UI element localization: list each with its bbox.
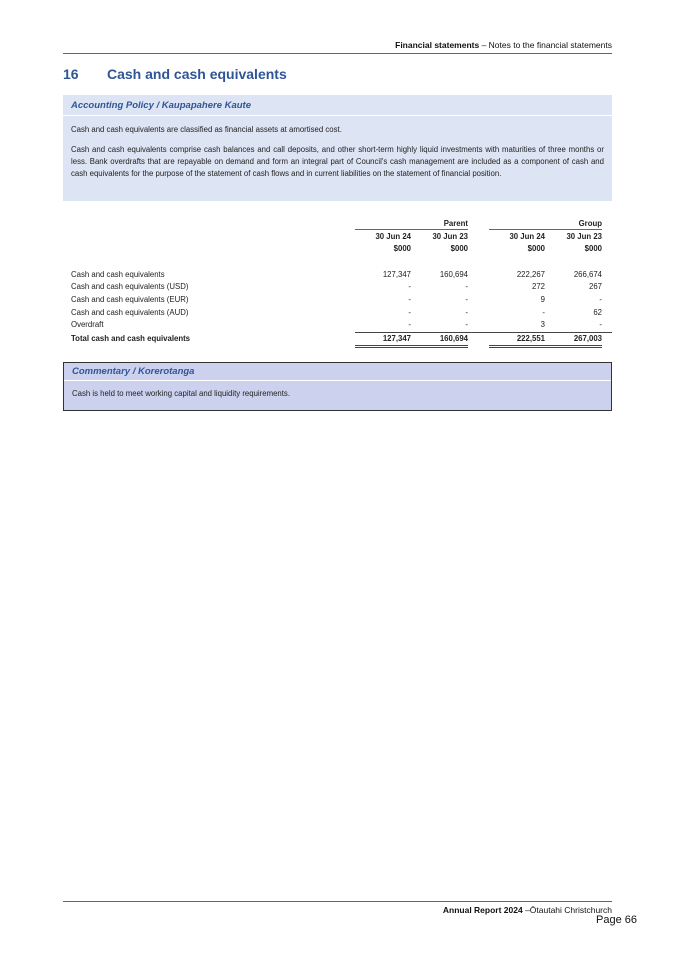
section-title: Cash and cash equivalents bbox=[107, 66, 287, 82]
row-label: Cash and cash equivalents (AUD) bbox=[71, 307, 189, 317]
group-header-parent: Parent bbox=[443, 219, 468, 228]
accounting-policy-box bbox=[63, 95, 612, 201]
commentary-title: Commentary / Korerotanga bbox=[72, 366, 195, 377]
policy-title: Accounting Policy / Kaupapahere Kaute bbox=[71, 100, 252, 111]
table-row bbox=[63, 319, 612, 332]
running-header bbox=[63, 40, 612, 52]
col-header: 30 Jun 23 bbox=[432, 231, 468, 241]
unit-label: $000 bbox=[584, 244, 602, 254]
cell: 62 bbox=[593, 307, 602, 317]
cell: - bbox=[408, 307, 411, 317]
cell: 160,694 bbox=[439, 269, 468, 279]
policy-divider bbox=[63, 115, 612, 116]
policy-paragraph-1: Cash and cash equivalents are classified as financial assets at amortised cost. bbox=[71, 125, 342, 134]
cell: - bbox=[542, 307, 545, 317]
cell: - bbox=[599, 320, 602, 330]
commentary-divider bbox=[64, 380, 611, 381]
cell: 272 bbox=[531, 282, 545, 292]
cell: - bbox=[408, 320, 411, 330]
cell: - bbox=[465, 307, 468, 317]
group-header-group: Group bbox=[578, 219, 602, 228]
cell: 222,267 bbox=[516, 269, 545, 279]
cell: - bbox=[465, 282, 468, 292]
commentary-box bbox=[63, 362, 612, 411]
footer-rule bbox=[63, 901, 612, 902]
footer-publisher: –Ōtautahi Christchurch bbox=[522, 905, 612, 915]
running-footer bbox=[443, 905, 612, 915]
total-cell: 160,694 bbox=[439, 333, 468, 343]
total-cell: 222,551 bbox=[516, 333, 545, 343]
table-row bbox=[63, 294, 612, 307]
total-label: Total cash and cash equivalents bbox=[71, 333, 191, 343]
row-label: Cash and cash equivalents bbox=[71, 269, 165, 279]
row-label: Overdraft bbox=[71, 320, 104, 330]
table-spacer bbox=[63, 256, 612, 269]
cell: - bbox=[408, 282, 411, 292]
cell: 266,674 bbox=[573, 269, 602, 279]
group-total-double-rule bbox=[489, 345, 602, 348]
header-rule bbox=[63, 53, 612, 54]
policy-paragraph-2: Cash and cash equivalents comprise cash balances and call deposits, and other short-term highly liquid investments with maturities of three months or less. Bank overdrafts that are repayable on demand and form an integral part of Council's cash management are included as a component of cash and cash equivalents for the purpose of the statement of cash flows and in current liabilities on the statement of financial position. bbox=[71, 145, 604, 178]
section-heading bbox=[63, 66, 287, 82]
table-row bbox=[63, 269, 612, 282]
cell: - bbox=[599, 294, 602, 304]
header-subsection: – Notes to the financial statements bbox=[479, 40, 612, 50]
cell: 127,347 bbox=[382, 269, 411, 279]
col-header: 30 Jun 24 bbox=[509, 231, 545, 241]
header-section: Financial statements bbox=[395, 40, 480, 50]
cell: 3 bbox=[540, 320, 545, 330]
total-cell: 127,347 bbox=[382, 333, 411, 343]
section-number: 16 bbox=[63, 66, 79, 82]
unit-label: $000 bbox=[393, 244, 411, 254]
table-row bbox=[63, 307, 612, 320]
total-cell: 267,003 bbox=[573, 333, 602, 343]
footer-report-title: Annual Report 2024 bbox=[442, 905, 523, 915]
cash-table bbox=[63, 218, 612, 345]
table-total-row bbox=[63, 333, 612, 346]
unit-label: $000 bbox=[527, 244, 545, 254]
cell: 267 bbox=[588, 282, 602, 292]
row-label: Cash and cash equivalents (USD) bbox=[71, 282, 189, 292]
row-label: Cash and cash equivalents (EUR) bbox=[71, 294, 189, 304]
cell: - bbox=[465, 320, 468, 330]
commentary-text: Cash is held to meet working capital and liquidity requirements. bbox=[72, 389, 290, 398]
cell: 9 bbox=[540, 294, 545, 304]
table-unit-row bbox=[63, 243, 612, 256]
table-column-header-row bbox=[63, 231, 612, 244]
page-number: Page 66 bbox=[596, 914, 637, 926]
parent-total-double-rule bbox=[355, 345, 468, 348]
col-header: 30 Jun 23 bbox=[566, 231, 602, 241]
table-row bbox=[63, 281, 612, 294]
col-header: 30 Jun 24 bbox=[375, 231, 411, 241]
cell: - bbox=[408, 294, 411, 304]
cell: - bbox=[465, 294, 468, 304]
table-group-header-row bbox=[63, 218, 612, 231]
unit-label: $000 bbox=[450, 244, 468, 254]
